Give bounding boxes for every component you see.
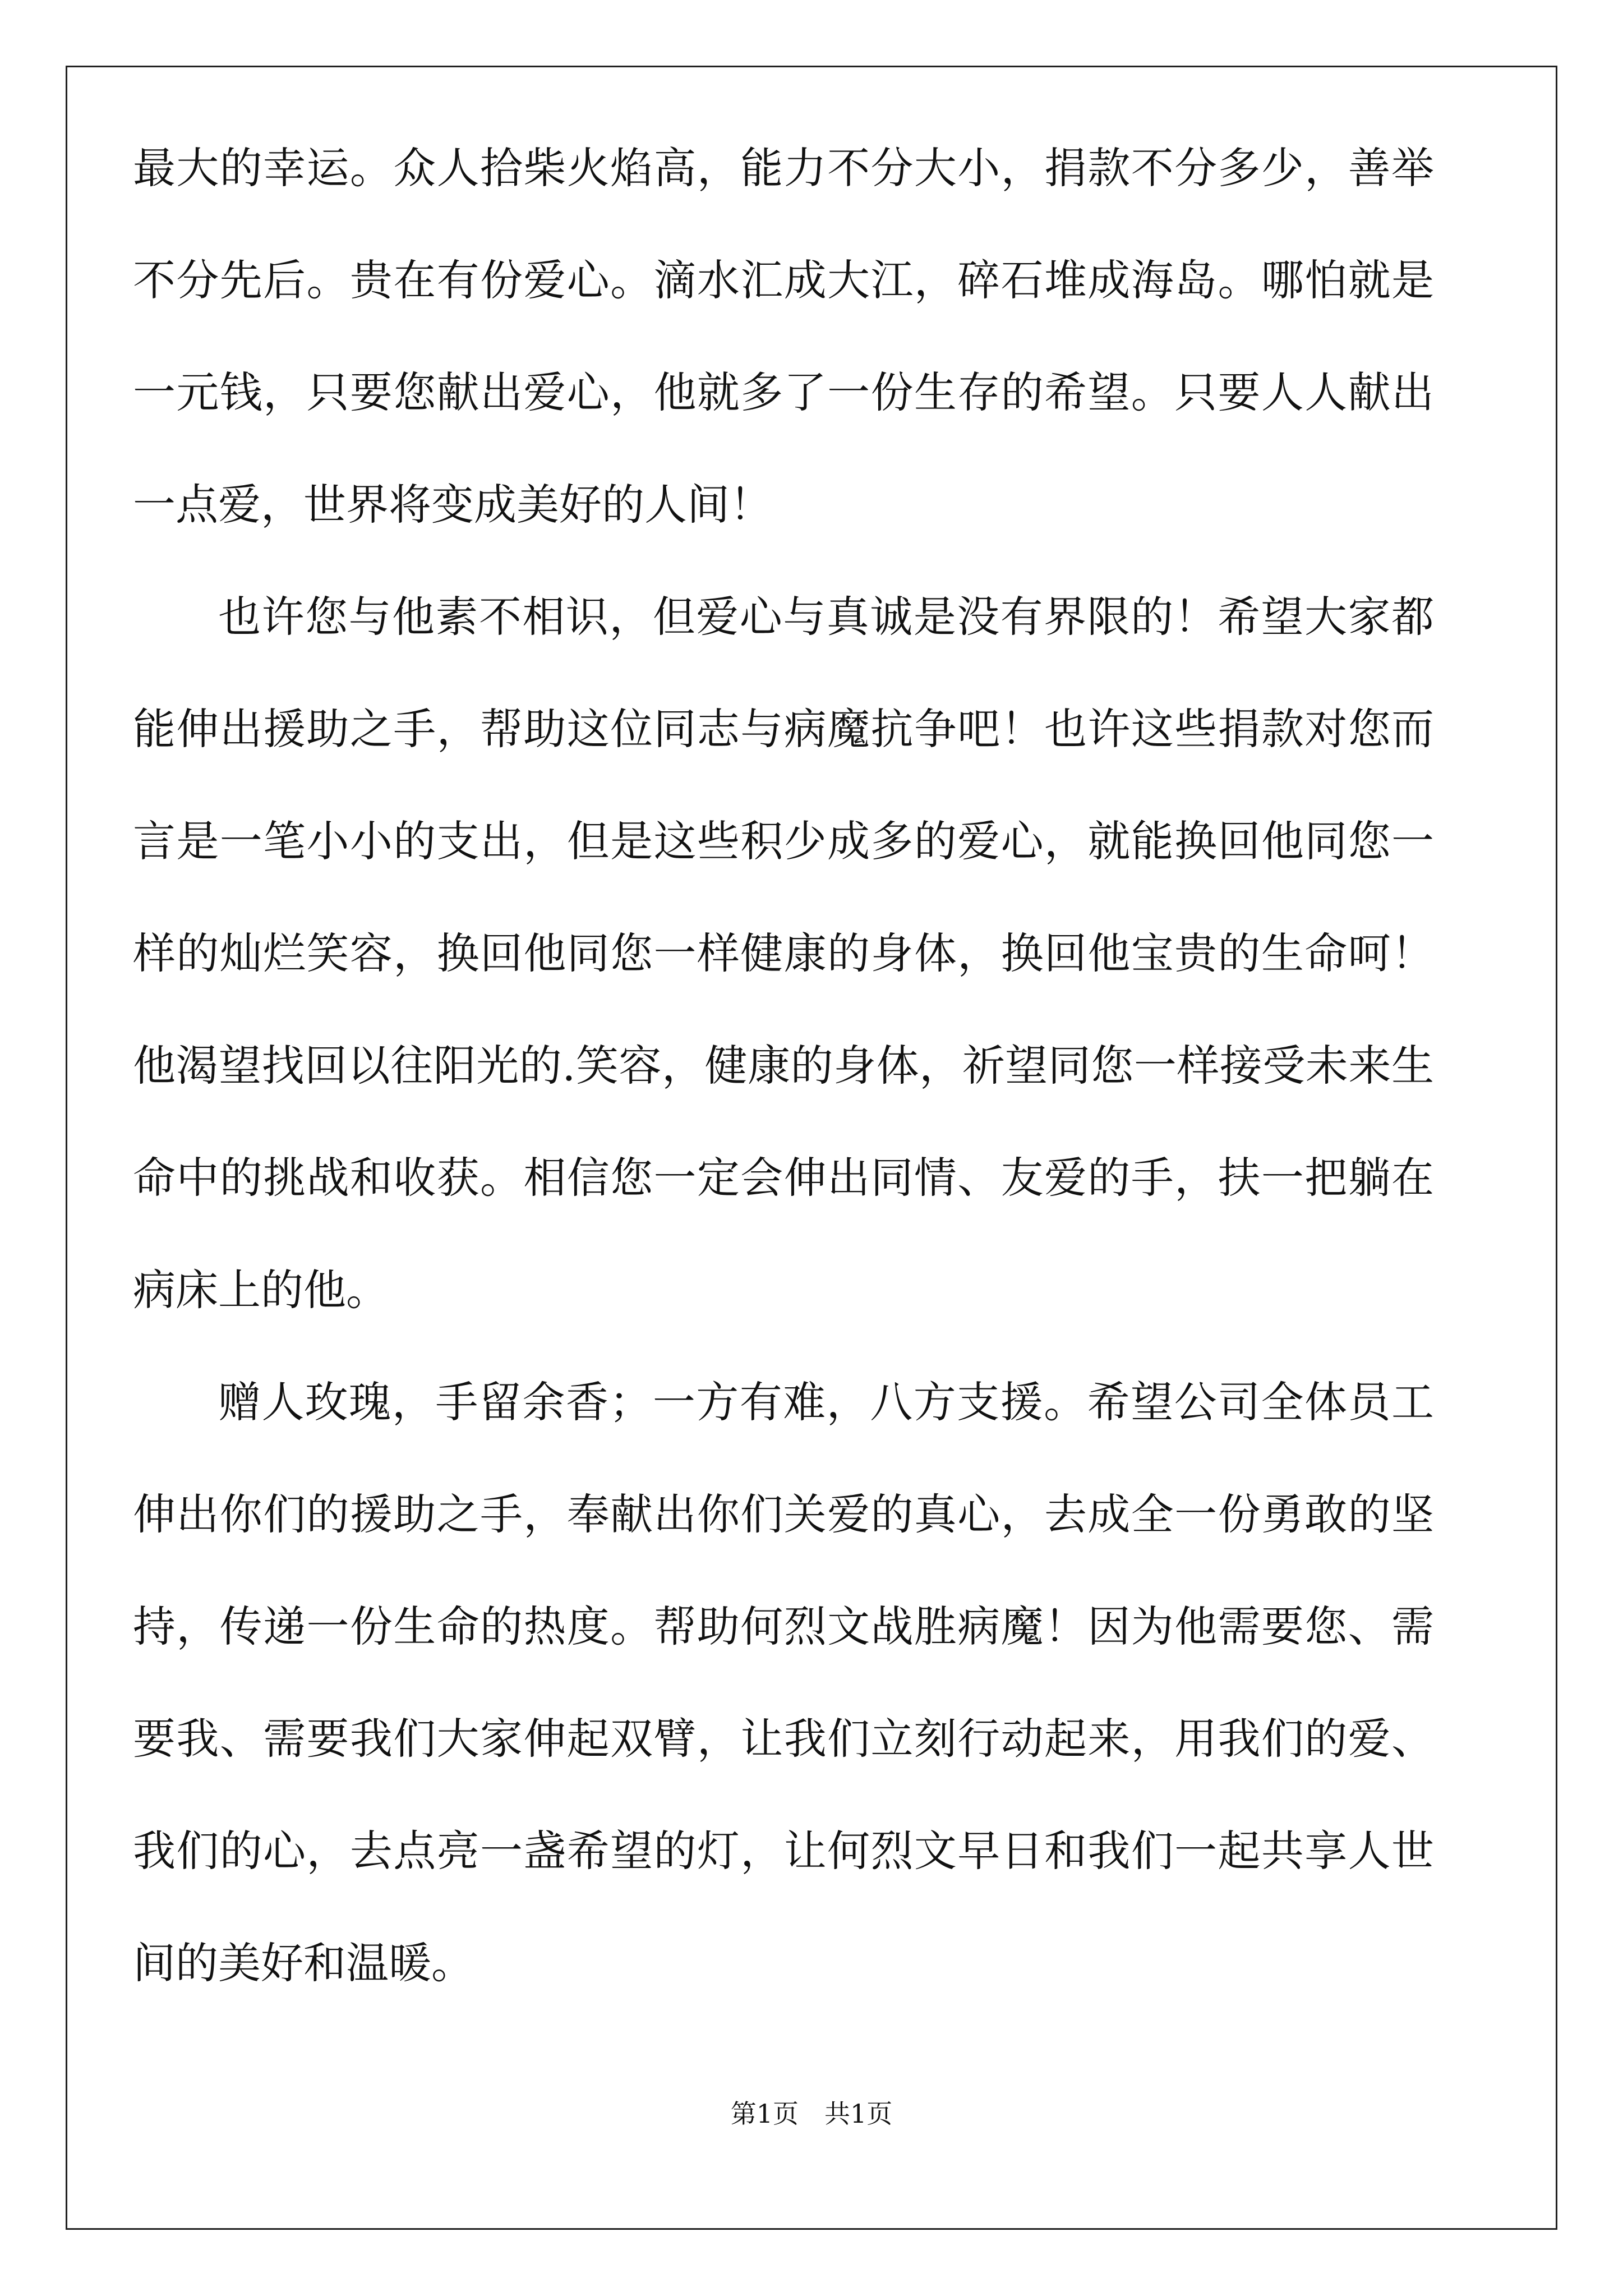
text-line: 伸出你们的援助之手，奉献出你们关爱的真心，去成全一份勇敢的坚 [133,1489,1434,1539]
text-line: 不分先后。贵在有份爱心。滴水汇成大江，碎石堆成海岛。哪怕就是 [133,255,1434,305]
text-line: 言是一笔小小的支出，但是这些积少成多的爱心，就能换回他同您一 [133,816,1434,866]
text-line: 最大的幸运。众人拾柴火焰高，能力不分大小，捐款不分多少，善举 [133,143,1434,193]
text-line: 能伸出援助之手，帮助这位同志与病魔抗争吧！也许这些捐款对您而 [133,704,1434,754]
text-line: 命中的挑战和收获。相信您一定会伸出同情、友爱的手，扶一把躺在 [133,1153,1434,1203]
text-line: 赠人玫瑰，手留余香；一方有难，八方支援。希望公司全体员工 [218,1377,1434,1427]
text-line: 样的灿烂笑容，换回他同您一样健康的身体，换回他宝贵的生命呵！ [133,928,1434,978]
text-line: 病床上的他。 [133,1265,389,1315]
paragraph-1 [133,112,1434,561]
text-line: 一元钱，只要您献出爱心，他就多了一份生存的希望。只要人人献出 [133,367,1434,417]
paragraph-3 [133,1346,1434,2019]
text-line: 要我、需要我们大家伸起双臂，让我们立刻行动起来，用我们的爱、 [133,1714,1434,1764]
text-line: 我们的心，去点亮一盏希望的灯，让何烈文早日和我们一起共享人世 [133,1826,1434,1876]
paragraph-2 [133,561,1434,1346]
text-line: 一点爱，世界将变成美好的人间！ [133,480,772,530]
page-footer: 第1页 共1页 [730,2099,893,2129]
text-line: 也许您与他素不相识，但爱心与真诚是没有界限的！希望大家都 [218,592,1434,642]
text-line: 间的美好和温暖。 [133,1938,474,1988]
text-line: 持，传递一份生命的热度。帮助何烈文战胜病魔！因为他需要您、需 [133,1602,1434,1651]
document-body [133,112,1434,2019]
text-line: 他渴望找回以往阳光的.笑容，健康的身体，祈望同您一样接受未来生 [133,1041,1434,1091]
